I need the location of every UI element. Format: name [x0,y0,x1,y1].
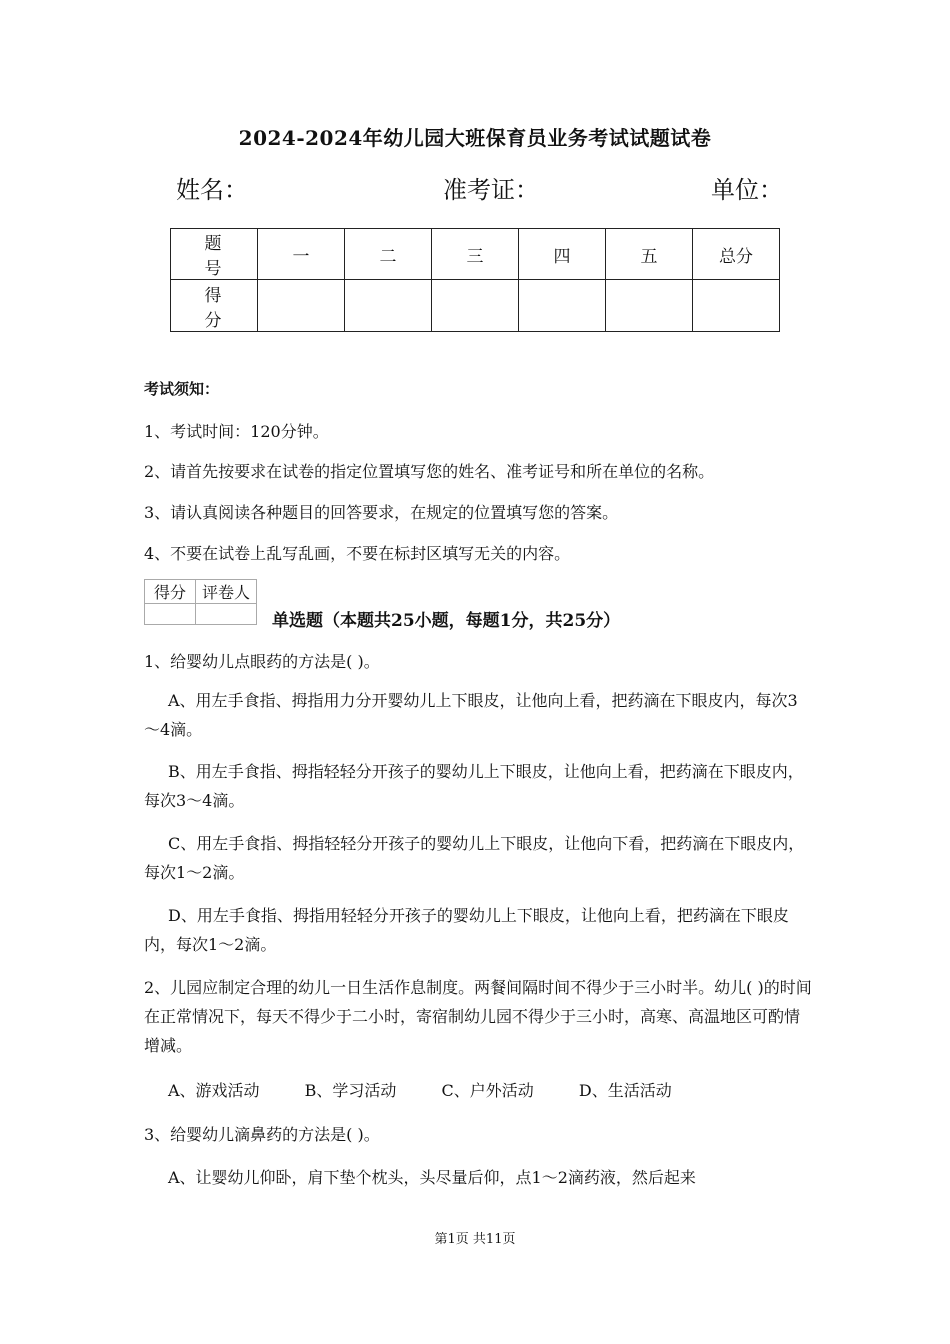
score-cell-4[interactable] [519,280,606,332]
score-row-label: 得 分 [171,280,258,332]
grader-table [144,579,257,625]
question-2-option-d: D、生活活动 [578,1081,672,1100]
score-col-total: 总分 [693,229,780,280]
score-col-1: 一 [258,229,345,280]
score-cell-1[interactable] [258,280,345,332]
notice-item: 3、请认真阅读各种题目的回答要求，在规定的位置填写您的答案。 [144,503,619,522]
score-col-3: 三 [432,229,519,280]
unit-label: 单位： [711,176,783,204]
score-table-header-row [171,229,780,280]
section-title: 单选题（本题共25小题，每题1分，共25分） [272,611,621,631]
question-2-option-b: B、学习活动 [304,1081,397,1100]
question-1-stem: 1、给婴幼儿点眼药的方法是( )。 [144,652,380,671]
question-2-option-c: C、户外活动 [441,1081,534,1100]
score-cell-3[interactable] [432,280,519,332]
question-1-option-c: C、用左手食指、拇指轻轻分开孩子的婴幼儿上下眼皮，让他向下看，把药滴在下眼皮内，每次1～2滴。 [144,834,805,882]
grader-score-cell[interactable] [145,604,196,625]
grader-name-cell[interactable] [196,604,257,625]
score-col-2: 二 [345,229,432,280]
score-table [170,228,780,332]
candidate-info-row [0,170,950,204]
name-label: 姓名： [176,176,248,204]
question-number-label: 题 号 [171,229,258,280]
grader-name-label: 评卷人 [196,580,257,604]
page-footer: 第1页 共11页 [434,1232,516,1247]
score-col-4: 四 [519,229,606,280]
question-1-option-b: B、用左手食指、拇指轻轻分开孩子的婴幼儿上下眼皮，让他向上看，把药滴在下眼皮内，每次3～4滴。 [144,762,804,810]
question-1-option-d: D、用左手食指、拇指用轻轻分开孩子的婴幼儿上下眼皮，让他向上看，把药滴在下眼皮内，每次1～2滴。 [144,906,789,954]
question-3-option-a: A、让婴幼儿仰卧，肩下垫个枕头，头尽量后仰，点1～2滴药液，然后起来 [168,1168,696,1187]
question-2-options [168,1078,712,1101]
score-cell-total[interactable] [693,280,780,332]
notice-item: 2、请首先按要求在试卷的指定位置填写您的姓名、准考证号和所在单位的名称。 [144,462,715,481]
question-3-stem: 3、给婴幼儿滴鼻药的方法是( )。 [144,1125,380,1144]
score-cell-2[interactable] [345,280,432,332]
score-col-5: 五 [606,229,693,280]
grader-score-label: 得分 [145,580,196,604]
score-cell-5[interactable] [606,280,693,332]
notice-heading: 考试须知： [144,380,220,398]
notice-item: 1、考试时间：120分钟。 [144,422,329,441]
page-title: 2024-2024年幼儿园大班保育员业务考试试题试卷 [238,126,712,150]
question-1-option-a: A、用左手食指、拇指用力分开婴幼儿上下眼皮，让他向上看，把药滴在下眼皮内，每次3～4滴。 [144,691,798,739]
question-2-stem: 2、儿园应制定合理的幼儿一日生活作息制度。两餐间隔时间不得少于三小时半。幼儿( )的时间在正常情况下，每天不得少于二小时，寄宿制幼儿园不得少于三小时，高寒、高温地区可酌情增减。 [144,978,812,1055]
notice-item: 4、不要在试卷上乱写乱画，不要在标封区填写无关的内容。 [144,544,571,563]
score-table-score-row [171,280,780,332]
question-2-option-a: A、游戏活动 [168,1081,260,1100]
exam-number-label: 准考证： [443,176,539,204]
